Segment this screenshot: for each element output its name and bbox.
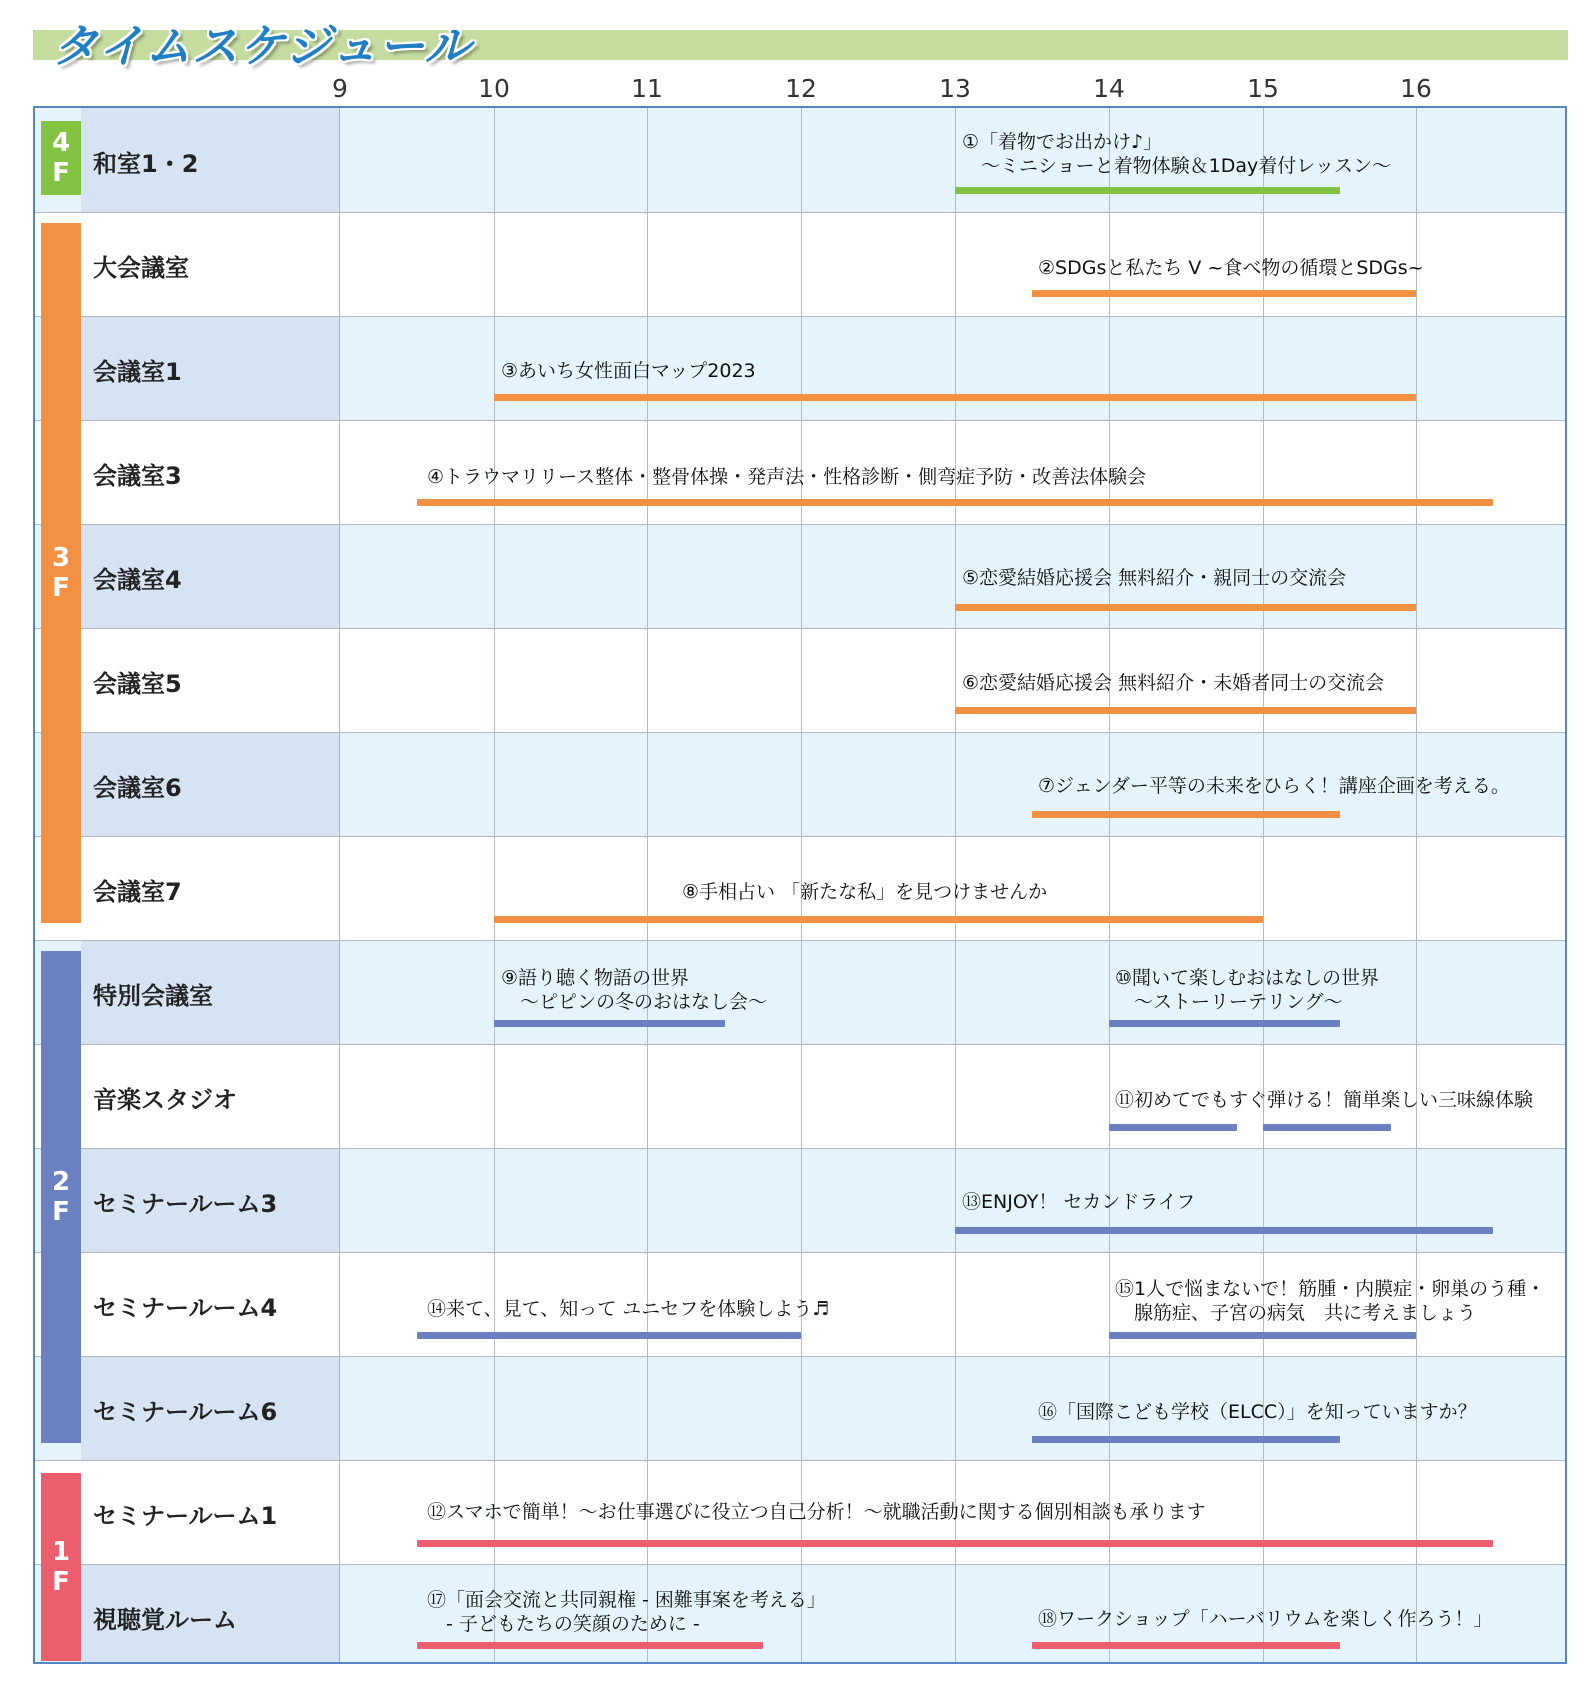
floor-number: 3 xyxy=(51,543,71,573)
event-time-bar xyxy=(955,707,1416,714)
event-time-bar xyxy=(1032,1436,1340,1443)
floor-suffix: F xyxy=(52,1567,70,1597)
event-title: ⑱ワークショップ「ハーバリウムを楽しく作ろう！」 xyxy=(1038,1608,1493,1630)
event-time-bar xyxy=(417,1332,801,1339)
event-title: ②SDGsと私たち V ~食べ物の循環とSDGs~ xyxy=(1038,257,1424,279)
room-label: 会議室3 xyxy=(93,462,182,490)
event-time-bar xyxy=(494,916,1263,923)
room-label: 音楽スタジオ xyxy=(93,1086,237,1114)
event-title: ⑯「国際こども学校（ELCC）」を知っていますか？ xyxy=(1038,1401,1477,1423)
hour-label-14: 14 xyxy=(1093,74,1125,103)
event-title: ⑭来て、見て、知って ユニセフを体験しよう♬ xyxy=(427,1298,830,1320)
room-label: 視聴覚ルーム xyxy=(93,1606,237,1634)
event-title-line: ⑰「面会交流と共同親権 - 困難事案を考える」 xyxy=(427,1589,826,1611)
event-time-bar xyxy=(1109,1332,1416,1339)
event-title-line: 腺筋症、子宮の病気 共に考えましょう xyxy=(1115,1302,1477,1324)
event-time-bar xyxy=(1032,290,1416,297)
event-time-bar xyxy=(417,499,1493,506)
room-label: セミナールーム6 xyxy=(93,1398,278,1426)
room-label: 会議室5 xyxy=(93,670,182,698)
room-label: セミナールーム3 xyxy=(93,1190,278,1218)
hour-label-16: 16 xyxy=(1400,74,1432,103)
event-title-line: ⑨語り聴く物語の世界 xyxy=(501,967,690,989)
room-label: 会議室7 xyxy=(93,878,182,906)
floor-tag-3f xyxy=(41,223,81,923)
floor-suffix: F xyxy=(52,158,70,188)
event-time-bar xyxy=(417,1642,763,1649)
event-title-line: - 子どもたちの笑顔のために - xyxy=(427,1613,700,1635)
event-time-bar xyxy=(1109,1020,1340,1027)
hour-label-9: 9 xyxy=(332,74,348,103)
room-label: 会議室6 xyxy=(93,774,182,802)
event-title: ⑥恋愛結婚応援会 無料紹介・未婚者同士の交流会 xyxy=(962,672,1385,694)
event-title: ⑫スマホで簡単！〜お仕事選びに役立つ自己分析！〜就職活動に関する個別相談も承ります xyxy=(427,1501,1206,1523)
event-title-line: 〜ピピンの冬のおはなし会〜 xyxy=(501,991,768,1013)
event-title: ⑪初めてでもすぐ弾ける！簡単楽しい三味線体験 xyxy=(1115,1089,1534,1111)
room-label: 和室1・2 xyxy=(93,150,199,178)
event-title-line: ⑮1人で悩まないで！筋腫・内膜症・卵巣のう種・ xyxy=(1115,1278,1546,1300)
hour-label-12: 12 xyxy=(785,74,817,103)
event-title xyxy=(962,130,1391,178)
event-title xyxy=(501,966,767,1014)
event-title-line: ⑩聞いて楽しむおはなしの世界 xyxy=(1115,967,1380,989)
room-label: セミナールーム4 xyxy=(93,1294,278,1322)
event-title-line: ①「着物でお出かけ♪」 xyxy=(962,131,1163,153)
floor-tag-2f xyxy=(41,951,81,1443)
floor-tag-1f xyxy=(41,1473,81,1661)
floor-suffix: F xyxy=(52,573,70,603)
room-label: 特別会議室 xyxy=(93,982,213,1010)
room-label: 会議室1 xyxy=(93,358,182,386)
event-time-bar xyxy=(955,1227,1493,1234)
event-time-bar xyxy=(1109,1124,1237,1131)
event-title xyxy=(1115,1277,1545,1325)
page-title: タイムスケジュール xyxy=(52,19,472,73)
event-time-bar xyxy=(1032,811,1340,818)
floor-number: 1 xyxy=(51,1537,71,1567)
floor-suffix: F xyxy=(52,1197,70,1227)
event-title-line: 〜ストーリーテリング〜 xyxy=(1115,991,1343,1013)
hour-label-15: 15 xyxy=(1247,74,1279,103)
event-time-bar xyxy=(494,394,1416,401)
event-title: ⑤恋愛結婚応援会 無料紹介・親同士の交流会 xyxy=(962,567,1347,589)
event-title: ⑬ENJOY！ セカンドライフ xyxy=(962,1191,1196,1213)
event-title: ③あいち女性面白マップ2023 xyxy=(501,360,756,382)
event-title: ⑧手相占い 「新たな私」を見つけませんか xyxy=(682,881,1048,903)
event-title xyxy=(1115,966,1379,1014)
floor-number: 2 xyxy=(51,1167,71,1197)
floor-tag-4f xyxy=(41,121,81,195)
hour-label-13: 13 xyxy=(939,74,971,103)
hour-label-10: 10 xyxy=(478,74,510,103)
event-title: ⑦ジェンダー平等の未来をひらく！講座企画を考える。 xyxy=(1038,775,1510,797)
room-label: セミナールーム1 xyxy=(93,1502,278,1530)
event-title: ④トラウマリリース整体・整骨体操・発声法・性格診断・側弯症予防・改善法体験会 xyxy=(427,466,1147,488)
event-title-line: 〜ミニショーと着物体験＆1Day着付レッスン〜 xyxy=(962,155,1392,177)
event-time-bar xyxy=(955,187,1340,194)
event-title xyxy=(427,1588,826,1636)
event-time-bar xyxy=(494,1020,725,1027)
floor-number: 4 xyxy=(51,128,71,158)
room-label: 大会議室 xyxy=(93,254,189,282)
hour-label-11: 11 xyxy=(631,74,663,103)
room-label: 会議室4 xyxy=(93,566,182,594)
event-time-bar xyxy=(1263,1124,1391,1131)
event-time-bar xyxy=(955,604,1416,611)
event-time-bar xyxy=(417,1540,1493,1547)
event-time-bar xyxy=(1032,1642,1340,1649)
